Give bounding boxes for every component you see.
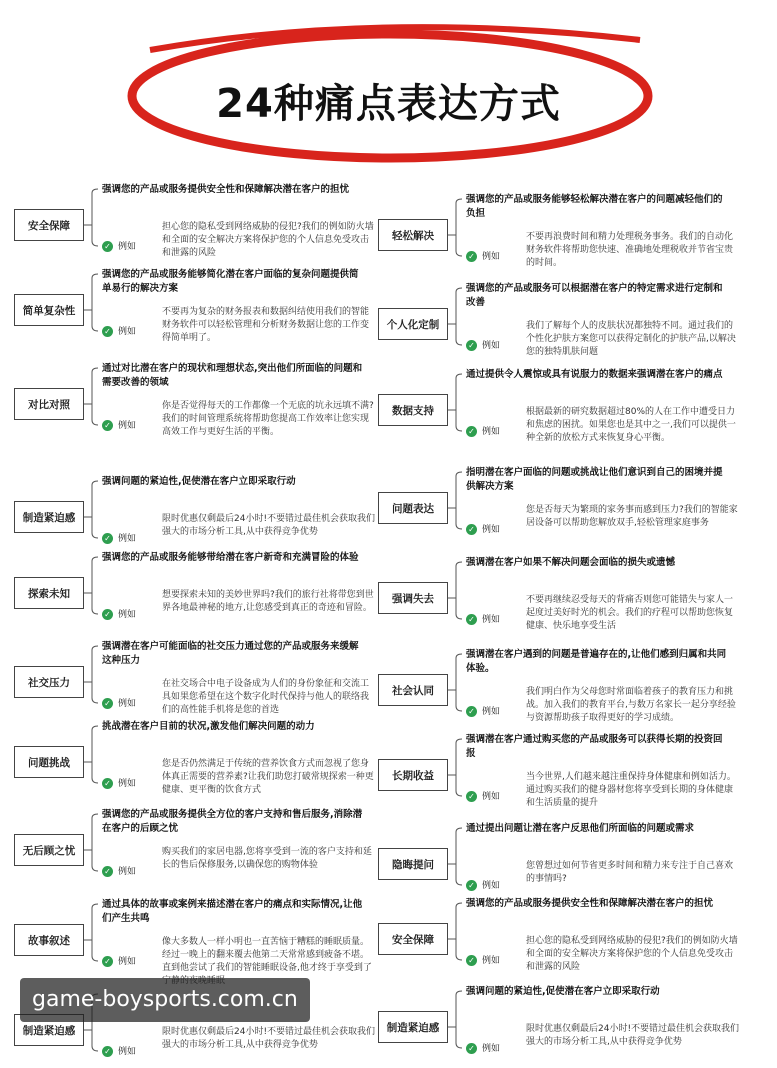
example-label: 例如 <box>482 615 501 625</box>
category-box: 个人化定制 <box>378 308 448 340</box>
pain-point-heading: 强调您的产品或服务提供全方位的客户支持和售后服务,消除潜在客户的后顾之忧 <box>102 809 363 834</box>
pain-point-card <box>378 822 753 902</box>
check-icon: ✓ <box>102 609 113 620</box>
example-label: 例如 <box>118 957 137 967</box>
category-box: 社交压力 <box>14 666 84 698</box>
check-icon: ✓ <box>102 1046 113 1057</box>
category-box: 轻松解决 <box>378 219 448 251</box>
example-text: 限时优惠仅剩最后24小时!不要错过最佳机会获取我们强大的市场分析工具,从中获得竞争优势 <box>526 1024 740 1047</box>
pain-point-card <box>14 475 389 555</box>
pain-point-heading: 强调潜在客户通过购买您的产品或服务可以获得长期的投资回报 <box>466 734 723 759</box>
pain-point-heading: 通过具体的故事或案例来描述潜在客户的痛点和实际情况,让他们产生共鸣 <box>102 899 363 924</box>
check-icon: ✓ <box>102 533 113 544</box>
example-label: 例如 <box>118 779 137 789</box>
example-text: 根据最新的研究数据超过80%的人在工作中遭受日力和焦虑的困扰。如果您也是其中之一,我们可以提供一种全新的放松方式来恢复身心平衡。 <box>526 407 736 443</box>
check-icon: ✓ <box>466 251 477 262</box>
category-box: 长期收益 <box>378 759 448 791</box>
example-label: 例如 <box>482 252 501 262</box>
pain-point-heading: 挑战潜在客户目前的状况,激发他们解决问题的动力 <box>102 721 315 732</box>
category-box: 强调失去 <box>378 582 448 614</box>
pain-point-heading: 强调潜在客户遇到的问题是普遍存在的,让他们感到归属和共同体验。 <box>466 649 727 674</box>
category-box: 制造紧迫感 <box>14 1014 84 1046</box>
pain-point-card <box>378 733 753 813</box>
check-icon: ✓ <box>466 426 477 437</box>
check-icon: ✓ <box>466 706 477 717</box>
example-text: 您是否每天为繁琐的家务事而感到压力?我们的智能家居设备可以帮助您解放双手,轻松管理家庭事务 <box>526 505 738 528</box>
pain-point-heading: 强调您的产品或服务能够轻松解决潜在客户的问题减轻他们的负担 <box>466 194 723 219</box>
pain-point-card <box>14 640 389 720</box>
pain-point-card <box>378 368 753 448</box>
example-label: 例如 <box>482 707 501 717</box>
category-box: 隐晦提问 <box>378 848 448 880</box>
pain-point-heading: 强调潜在客户可能面临的社交压力通过您的产品或服务来缓解这种压力 <box>102 641 359 666</box>
category-box: 数据支持 <box>378 394 448 426</box>
pain-point-heading: 强调问题的紧迫性,促使潜在客户立即采取行动 <box>466 986 660 997</box>
pain-point-card <box>14 268 389 348</box>
example-label: 例如 <box>482 881 501 891</box>
title-area <box>0 0 777 175</box>
pain-point-heading: 通过对比潜在客户的现状和理想状态,突出他们所面临的问题和需要改善的领域 <box>102 363 363 388</box>
check-icon: ✓ <box>102 420 113 431</box>
example-label: 例如 <box>118 421 137 431</box>
pain-point-heading: 通过提出问题让潜在客户反思他们所面临的问题或需求 <box>466 823 695 834</box>
example-label: 例如 <box>118 327 137 337</box>
category-box: 简单复杂性 <box>14 294 84 326</box>
check-icon: ✓ <box>466 614 477 625</box>
example-label: 例如 <box>118 1047 137 1057</box>
example-text: 像大多数人一样小明也一直苦恼于糟糕的睡眠质量。经过一晚上的翻来覆去他第二天常常感到疲备不堪。直到他尝试了我们的智能睡眠设备,他才终于享受到了 <box>162 937 372 973</box>
example-label: 例如 <box>482 1044 501 1054</box>
watermark: game-boysports.com.cn <box>20 978 310 1022</box>
pain-point-card <box>378 193 753 273</box>
category-box: 问题挑战 <box>14 746 84 778</box>
pain-point-heading: 指明潜在客户面临的问题或挑战让他们意识到自己的困境并提供解决方案 <box>466 467 723 492</box>
example-text: 您曾想过如何节省更多时间和精力来专注于自己喜欢的事情吗? <box>526 861 734 884</box>
example-text: 购买我们的家居电器,您将享受到一流的客户支持和延长的售后保修服务,以确保您的购物体验 <box>162 847 372 870</box>
example-label: 例如 <box>482 427 501 437</box>
example-text: 不要再继续忍受每天的背痛否则您可能错失与家人一起度过美好时光的机会。我们的疗程可以帮助您恢复健康、快乐地享受生活 <box>526 595 734 631</box>
example-label: 例如 <box>118 867 137 877</box>
check-icon: ✓ <box>466 524 477 535</box>
pain-point-heading: 强调潜在客户如果不解决问题会面临的损失或遗憾 <box>466 557 676 568</box>
example-text: 不要再为复杂的财务报表和数据纠结使用我们的智能财务软件可以轻松管理和分析财务数据让您的工作变得简单明了。 <box>162 307 370 343</box>
example-text: 限时优惠仅剩最后24小时!不要错过最佳机会获取我们强大的市场分析工具,从中获得竞争优势 <box>162 1027 376 1050</box>
pain-point-card <box>378 282 753 362</box>
check-icon: ✓ <box>466 791 477 802</box>
pain-point-card <box>378 897 753 977</box>
example-label: 例如 <box>118 699 137 709</box>
example-text: 当今世界,人们越来越注重保持身体健康和例如活力。通过购买我们的健身器材您将享受到长期的身体健康和生活质量的提升 <box>526 772 736 808</box>
example-text: 在社交场合中电子设备成为人们的身份象征和交流工具如果您希望在这个数字化时代保持与他人的联络我们的高性能手机将是您的首选 <box>162 679 370 715</box>
example-label: 例如 <box>482 525 501 535</box>
check-icon: ✓ <box>102 241 113 252</box>
example-label: 例如 <box>482 956 501 966</box>
pain-point-card <box>378 985 753 1065</box>
example-text: 不要再浪费时间和精力处理税务事务。我们的自动化财务软件将帮助您快速、准确地处理税收并节省宝贵的时间。 <box>526 232 734 268</box>
example-label: 例如 <box>118 610 137 620</box>
check-icon: ✓ <box>466 340 477 351</box>
check-icon: ✓ <box>466 955 477 966</box>
category-box: 社会认同 <box>378 674 448 706</box>
check-icon: ✓ <box>102 866 113 877</box>
pain-point-card <box>14 808 389 888</box>
example-text: 担心您的隐私受到网络威胁的侵犯?我们的例如防火墙和全面的安全解决方案将保护您的个人信息免受攻击和泄露的风险 <box>526 936 738 972</box>
check-icon: ✓ <box>102 698 113 709</box>
pain-point-card <box>378 648 753 728</box>
pain-point-card <box>14 898 389 978</box>
example-text: 您是否仍然满足于传统的营养饮食方式而忽视了您身体真正需要的营养素?让我们助您打破常规探索一种更健康、更平衡的饮食方式 <box>162 759 374 795</box>
pain-point-card <box>14 720 389 800</box>
category-box: 无后顾之忧 <box>14 834 84 866</box>
example-text: 限时优惠仅剩最后24小时!不要错过最佳机会获取我们强大的市场分析工具,从中获得竞争优势 <box>162 514 376 537</box>
pain-point-card <box>14 362 389 442</box>
pain-point-card <box>14 183 389 263</box>
check-icon: ✓ <box>102 956 113 967</box>
pain-point-heading: 强调您的产品或服务能够带给潜在客户新奇和充满冒险的体验 <box>102 552 359 563</box>
pain-point-heading: 强调问题的紧迫性,促使潜在客户立即采取行动 <box>102 476 296 487</box>
category-box: 对比对照 <box>14 388 84 420</box>
example-text: 你是否觉得每天的工作都像一个无底的坑永远填不满?我们的时间管理系统将帮助您提高工作效率让您实现高效工作与更好生活的平衡。 <box>162 401 374 437</box>
example-text: 我们明白作为父母您时常面临着孩子的教育压力和挑战。加入我们的教育平台,与数万名家长一起分享经验与资源帮助孩子取得更好的学习成绩。 <box>526 687 736 723</box>
pain-point-card <box>378 556 753 636</box>
example-label: 例如 <box>482 792 501 802</box>
check-icon: ✓ <box>466 880 477 891</box>
example-label: 例如 <box>118 534 137 544</box>
pain-point-heading: 强调您的产品或服务提供安全性和保障解决潜在客户的担忧 <box>102 184 350 195</box>
check-icon: ✓ <box>102 778 113 789</box>
category-box: 制造紧迫感 <box>14 501 84 533</box>
category-box: 探索未知 <box>14 577 84 609</box>
example-label: 例如 <box>118 242 137 252</box>
pain-point-heading: 强调您的产品或服务提供安全性和保障解决潜在客户的担忧 <box>466 898 714 909</box>
pain-point-card <box>14 551 389 631</box>
pain-point-heading: 强调您的产品或服务能够简化潜在客户面临的复杂问题提供简单易行的解决方案 <box>102 269 359 294</box>
example-text: 担心您的隐私受到网络威胁的侵犯?我们的例如防火墙和全面的安全解决方案将保护您的个人信息免受攻击和泄露的风险 <box>162 222 374 258</box>
example-text: 我们了解每个人的皮肤状况都独特不同。通过我们的个性化护肤方案您可以获得定制化的护肤产品,以解决您的独特肌肤问题 <box>526 321 736 357</box>
category-box: 安全保障 <box>378 923 448 955</box>
check-icon: ✓ <box>466 1043 477 1054</box>
category-box: 制造紧迫感 <box>378 1011 448 1043</box>
example-text: 想要探索未知的美妙世界吗?我们的旅行社将带您到世界各地最神秘的地方,让您感受到真正的奇迹和冒险。 <box>162 590 374 613</box>
pain-point-heading: 强调您的产品或服务可以根据潜在客户的特定需求进行定制和改善 <box>466 283 723 308</box>
pain-point-heading: 通过提供令人震惊或具有说服力的数据来强调潜在客户的痛点 <box>466 369 723 380</box>
page-title: 24种痛点表达方式 <box>216 81 561 127</box>
category-box: 问题表达 <box>378 492 448 524</box>
example-label: 例如 <box>482 341 501 351</box>
category-box: 安全保障 <box>14 209 84 241</box>
pain-point-card <box>378 466 753 546</box>
category-box: 故事叙述 <box>14 924 84 956</box>
check-icon: ✓ <box>102 326 113 337</box>
